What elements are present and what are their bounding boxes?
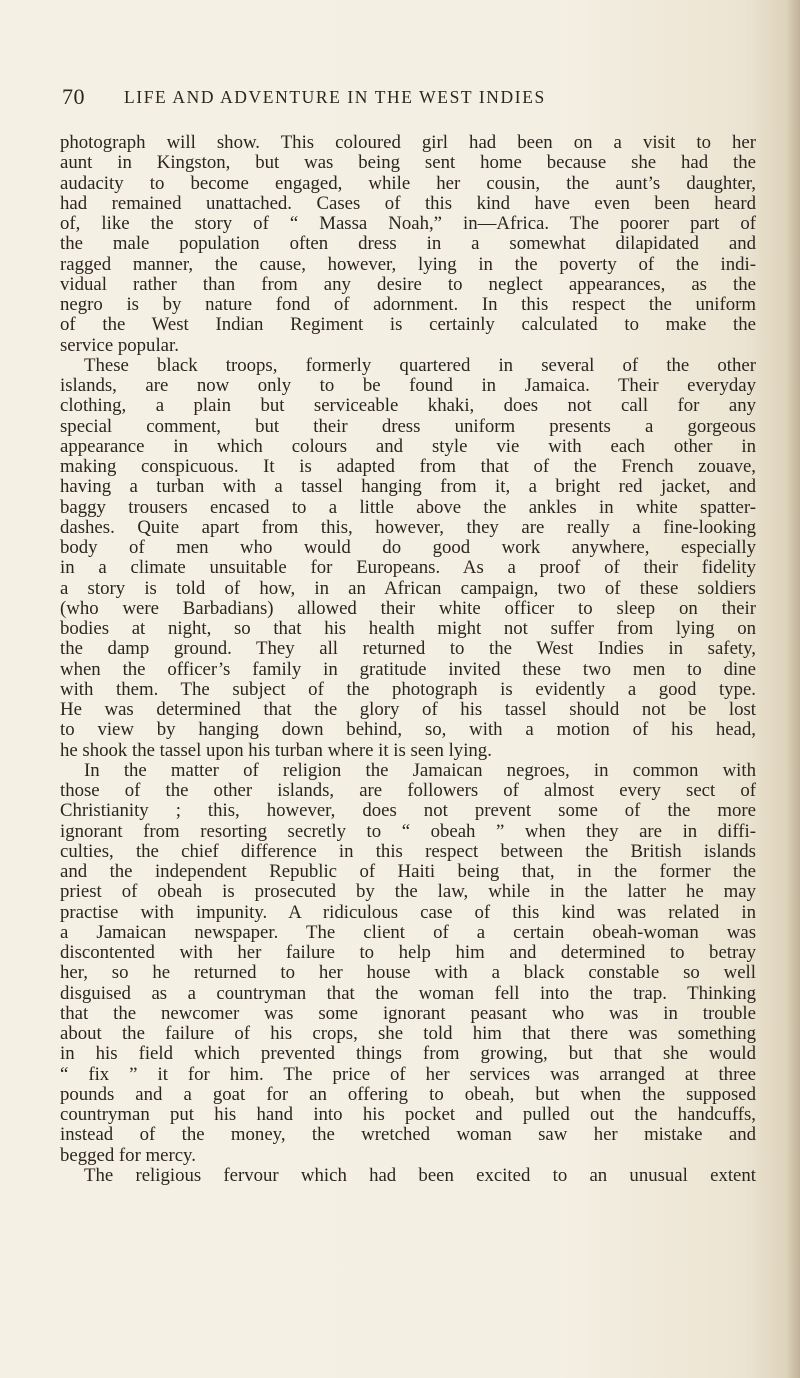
text-line: Christianity ; this, however, does not prevent some of the more bbox=[60, 800, 756, 822]
text-line: the damp ground. They all returned to the West Indies in safety, bbox=[60, 638, 756, 660]
text-line: (who were Barbadians) allowed their white officer to sleep on their bbox=[60, 597, 756, 619]
text-line: ragged manner, the cause, however, lying in the poverty of the indi- bbox=[60, 253, 756, 275]
text-line: in his field which prevented things from growing, but that she would bbox=[60, 1043, 756, 1065]
text-line: audacity to become engaged, while her cousin, the aunt’s daughter, bbox=[60, 172, 756, 194]
text-line: having a turban with a tassel hanging from it, a bright red jacket, and bbox=[60, 476, 756, 498]
text-line: and the independent Republic of Haiti being that, in the former the bbox=[60, 861, 756, 882]
text-line: culties, the chief difference in this respect between the British islands bbox=[60, 840, 756, 862]
text-line: begged for mercy. bbox=[60, 1144, 196, 1166]
text-line: aunt in Kingston, but was being sent home because she had the bbox=[60, 152, 756, 174]
page-header bbox=[62, 84, 742, 114]
running-head: LIFE AND ADVENTURE IN THE WEST INDIES bbox=[124, 87, 546, 107]
text-line: These black troops, formerly quartered in several of the other bbox=[84, 354, 756, 376]
text-line: service popular. bbox=[60, 334, 179, 356]
text-line: pounds and a goat for an offering to obeah, but when the supposed bbox=[60, 1083, 756, 1105]
text-line: ignorant from resorting secretly to “ obeah ” when they are in diffi- bbox=[60, 820, 756, 842]
text-line: a story is told of how, in an African campaign, two of these soldiers bbox=[60, 577, 756, 599]
text-line: of, like the story of “ Massa Noah,” in—Africa. The poorer part of bbox=[60, 213, 756, 234]
text-line: vidual rather than from any desire to neglect appearances, as the bbox=[60, 273, 756, 295]
text-line: appearance in which colours and style vie with each other in bbox=[60, 435, 756, 457]
text-line: with them. The subject of the photograph is evidently a good type. bbox=[60, 678, 756, 700]
text-line: in a climate unsuitable for Europeans. As a proof of their fidelity bbox=[60, 557, 756, 579]
text-line: about the failure of his crops, she told him that there was something bbox=[60, 1023, 756, 1044]
text-line: countryman put his hand into his pocket and pulled out the handcuffs, bbox=[60, 1104, 756, 1125]
text-line: priest of obeah is prosecuted by the law, while in the latter he may bbox=[60, 881, 756, 903]
text-line: that the newcomer was some ignorant peasant who was in trouble bbox=[60, 1002, 756, 1024]
text-line: photograph will show. This coloured girl had been on a visit to her bbox=[60, 132, 756, 153]
text-line: baggy trousers encased to a little above the ankles in white spatter- bbox=[60, 496, 756, 518]
text-line: negro is by nature fond of adornment. In this respect the uniform bbox=[60, 294, 756, 315]
text-line: bodies at night, so that his health might not suffer from lying on bbox=[60, 618, 756, 639]
text-line: instead of the money, the wretched woman saw her mistake and bbox=[60, 1124, 756, 1146]
page-number: 70 bbox=[62, 84, 85, 109]
text-line: the male population often dress in a somewhat dilapidated and bbox=[60, 233, 756, 255]
text-line: body of men who would do good work anywhere, especially bbox=[60, 537, 756, 558]
text-line: The religious fervour which had been excited to an unusual extent bbox=[84, 1164, 756, 1186]
text-line: had remained unattached. Cases of this kind have even been heard bbox=[60, 192, 756, 214]
text-line: making conspicuous. It is adapted from that of the French zouave, bbox=[60, 456, 756, 477]
text-line: special comment, but their dress uniform presents a gorgeous bbox=[60, 415, 756, 437]
text-line: practise with impunity. A ridiculous case of this kind was related in bbox=[60, 901, 756, 923]
text-line: dashes. Quite apart from this, however, they are really a fine-looking bbox=[60, 516, 756, 538]
text-line: islands, are now only to be found in Jamaica. Their everyday bbox=[60, 375, 756, 396]
text-line: “ fix ” it for him. The price of her services was arranged at three bbox=[60, 1063, 756, 1085]
text-line: a Jamaican newspaper. The client of a certain obeah-woman was bbox=[60, 921, 756, 943]
text-line: He was determined that the glory of his tassel should not be lost bbox=[60, 699, 756, 720]
page-edge-shadow bbox=[786, 0, 800, 1378]
text-line: of the West Indian Regiment is certainly calculated to make the bbox=[60, 314, 756, 336]
text-line: her, so he returned to her house with a black constable so well bbox=[60, 962, 756, 984]
text-line: to view by hanging down behind, so, with a motion of his head, bbox=[60, 719, 756, 741]
text-line: clothing, a plain but serviceable khaki, does not call for any bbox=[60, 395, 756, 417]
text-line: discontented with her failure to help him and determined to betray bbox=[60, 942, 756, 963]
text-line: In the matter of religion the Jamaican negroes, in common with bbox=[84, 759, 756, 781]
text-line: disguised as a countryman that the woman fell into the trap. Thinking bbox=[60, 982, 756, 1004]
text-line: those of the other islands, are followers of almost every sect of bbox=[60, 780, 756, 801]
text-line: when the officer’s family in gratitude invited these two men to dine bbox=[60, 658, 756, 680]
text-line: he shook the tassel upon his turban where it is seen lying. bbox=[60, 739, 492, 761]
body-text bbox=[60, 133, 756, 1186]
